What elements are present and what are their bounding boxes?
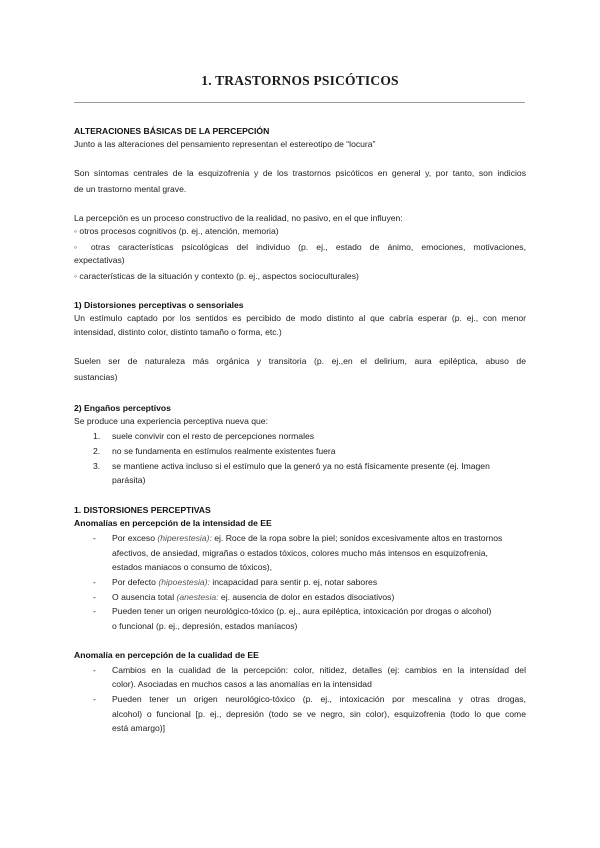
- dash-bullet: -: [93, 694, 96, 704]
- title-divider: [74, 102, 525, 103]
- list-item-continuation: afectivos, de ansiedad, migrañas o estados tóxicos, colores mucho más intensos en esquizofrenia,: [112, 548, 488, 558]
- list-item: Pueden tener un origen neurológico-tóxico (p. ej., intoxicación por mescalina y otras drogas,: [112, 694, 526, 704]
- intro-bullet: ◦ características de la situación y contexto (p. ej., aspectos socioculturales): [74, 271, 359, 281]
- section-heading: 1) Distorsiones perceptivas o sensoriales: [74, 300, 244, 310]
- page-title: 1. TRASTORNOS PSICÓTICOS: [201, 73, 399, 88]
- list-item: Pueden tener un origen neurológico-tóxico (p. ej., aura epiléptica, intoxicación por drogas o alcohol): [112, 606, 492, 616]
- list-item-continuation: estados maniacos o consumo de tóxicos),: [112, 562, 273, 572]
- item-lead: Por defecto: [112, 577, 159, 587]
- item-term: (hipoestesia):: [158, 577, 210, 587]
- list-item: suele convivir con el resto de percepciones normales: [112, 431, 315, 441]
- list-item: se mantiene activa incluso si el estímulo que la generó ya no está físicamente presente (ej. Imagen: [112, 461, 490, 471]
- list-item: no se fundamenta en estímulos realmente existentes fuera: [112, 446, 336, 456]
- list-number: 1.: [93, 431, 101, 441]
- section-line: sustancias): [74, 372, 118, 382]
- section-heading: 1. DISTORSIONES PERCEPTIVAS: [74, 505, 211, 515]
- item-lead: Por exceso: [112, 533, 158, 543]
- list-item: [112, 592, 394, 603]
- item-term: (anestesia:: [176, 592, 219, 602]
- list-item-continuation: está amargo)]: [112, 723, 166, 733]
- list-number: 2.: [93, 446, 101, 456]
- list-item-continuation: alcohol) o funcional [p. ej., depresión (todo se ve negro, sin color), esquizofrenia (todo lo que come: [112, 709, 526, 719]
- list-item: Cambios en la cualidad de la percepción: color, nitidez, detalles (ej: cambios en la intensidad del: [112, 665, 526, 675]
- subsection-heading: Anomalías en percepción de la intensidad de EE: [74, 518, 272, 528]
- section-line: Se produce una experiencia perceptiva nueva que:: [74, 416, 268, 426]
- list-item: [112, 577, 377, 588]
- list-item-continuation: o funcional (p. ej., depresión, estados maníacos): [112, 621, 298, 631]
- intro-line: Junto a las alteraciones del pensamiento representan el estereotipo de “locura”: [74, 139, 376, 149]
- section-heading: 2) Engaños perceptivos: [74, 403, 171, 413]
- list-number: 3.: [93, 461, 101, 471]
- intro-paragraph-line: de un trastorno mental grave.: [74, 184, 187, 194]
- intro-bullet: ◦ otras características psicológicas del individuo (p. ej., estado de ánimo, emociones, motivaciones,: [74, 242, 526, 252]
- intro-bullet: ◦ otros procesos cognitivos (p. ej., atención, memoria): [74, 226, 279, 236]
- intro-paragraph-line: Son síntomas centrales de la esquizofrenia y de los trastornos psicóticos en general y, por tanto, son indicios: [74, 168, 526, 178]
- item-text: incapacidad para sentir p. ej, notar sabores: [209, 577, 378, 587]
- intro-heading: ALTERACIONES BÁSICAS DE LA PERCEPCIÓN: [74, 126, 270, 136]
- item-text: ej. ausencia de dolor en estados disociativos): [218, 592, 395, 602]
- list-item-continuation: color). Asociadas en muchos casos a las anomalías en la intensidad: [112, 679, 372, 689]
- list-item: [112, 533, 502, 544]
- dash-bullet: -: [93, 592, 96, 602]
- item-term: (hiperestesia):: [157, 533, 212, 543]
- item-lead: O ausencia total: [112, 592, 177, 602]
- section-line: Suelen ser de naturaleza más orgánica y transitoria (p. ej.,en el delirium, aura epiléptica, abuso de: [74, 356, 526, 366]
- dash-bullet: -: [93, 606, 96, 616]
- section-line: intensidad, distinto color, distinto tamaño o forma, etc.): [74, 327, 282, 337]
- list-item-continuation: parásita): [112, 475, 146, 485]
- item-text: ej. Roce de la ropa sobre la piel; sonidos excesivamente altos en trastornos: [211, 533, 503, 543]
- dash-bullet: -: [93, 665, 96, 675]
- dash-bullet: -: [93, 577, 96, 587]
- subsection-heading: Anomalía en percepción de la cualidad de EE: [74, 650, 259, 660]
- section-line: Un estímulo captado por los sentidos es percibido de modo distinto al que cabría esperar (p. ej., con menor: [74, 313, 526, 323]
- intro-paragraph-line: La percepción es un proceso constructivo de la realidad, no pasivo, en el que influyen:: [74, 213, 403, 223]
- intro-bullet-continuation: expectativas): [74, 255, 125, 265]
- dash-bullet: -: [93, 533, 96, 543]
